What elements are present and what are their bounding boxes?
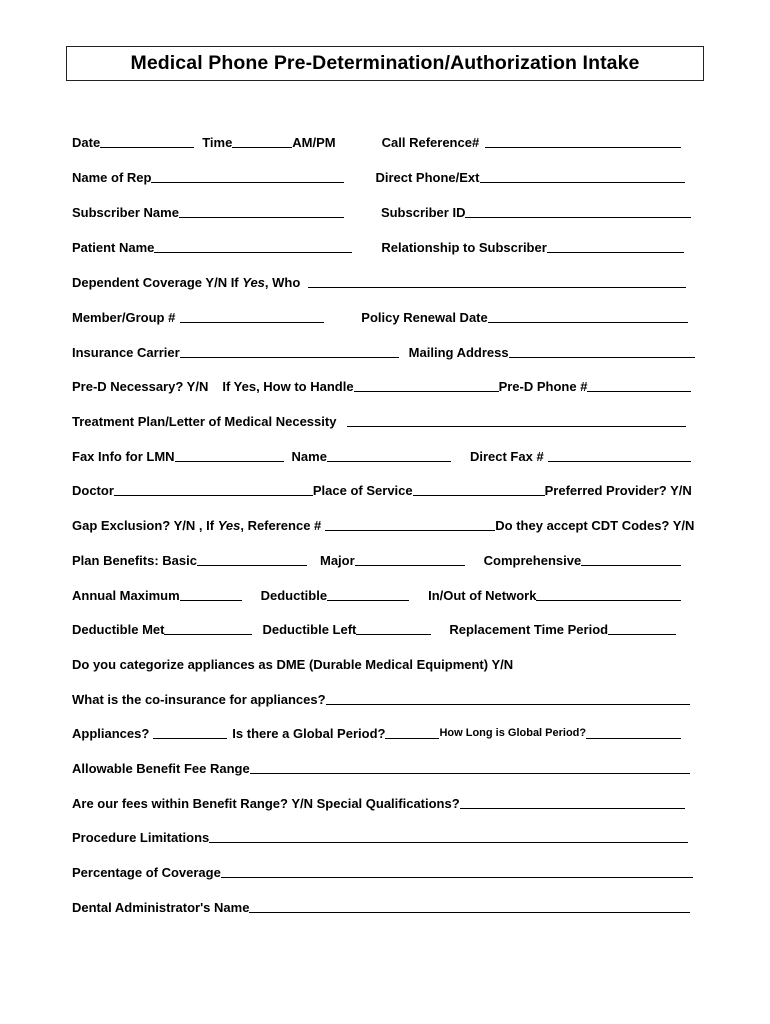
dependent-text-b: , Who xyxy=(264,275,301,290)
patient-name-field[interactable] xyxy=(154,239,352,253)
ampm-label: AM/PM xyxy=(292,135,336,150)
percentage-coverage-field[interactable] xyxy=(221,864,693,878)
pred-phone-field[interactable] xyxy=(587,378,691,392)
policy-renewal-label: Policy Renewal Date xyxy=(361,310,488,325)
member-group-label: Member/Group # xyxy=(72,310,176,325)
date-label: Date xyxy=(72,135,101,150)
deductible-left-label: Deductible Left xyxy=(262,622,357,637)
special-qualifications-field[interactable] xyxy=(460,795,685,809)
place-of-service-field[interactable] xyxy=(413,482,545,496)
pred-necessary-label: Pre-D Necessary? Y/N xyxy=(72,379,209,394)
deductible-left-field[interactable] xyxy=(356,621,431,635)
row-rep xyxy=(72,165,698,185)
replacement-period-field[interactable] xyxy=(608,621,676,635)
row-member xyxy=(72,305,698,325)
procedure-limitations-label: Procedure Limitations xyxy=(72,830,210,845)
row-gap xyxy=(72,513,698,533)
administrator-name-field[interactable] xyxy=(249,899,690,913)
global-period-label: Is there a Global Period? xyxy=(232,726,386,741)
row-appliances xyxy=(72,721,698,741)
replacement-period-label: Replacement Time Period xyxy=(449,622,609,637)
appliances-label: Appliances? xyxy=(72,726,150,741)
major-label: Major xyxy=(320,553,355,568)
call-reference-field[interactable] xyxy=(485,134,681,148)
deductible-field[interactable] xyxy=(327,587,409,601)
row-pred xyxy=(72,374,698,394)
row-dependent xyxy=(72,270,698,290)
treatment-plan-label: Treatment Plan/Letter of Medical Necessity xyxy=(72,414,337,429)
form-title: Medical Phone Pre-Determination/Authorization Intake xyxy=(130,52,640,74)
dependent-coverage-label xyxy=(72,275,300,290)
treatment-plan-field[interactable] xyxy=(347,413,686,427)
date-field[interactable] xyxy=(100,134,194,148)
subscriber-name-label: Subscriber Name xyxy=(72,205,179,220)
fax-name-field[interactable] xyxy=(327,448,451,462)
doctor-field[interactable] xyxy=(114,482,313,496)
row-percentage xyxy=(72,860,698,880)
appliances-field[interactable] xyxy=(153,725,227,739)
row-doctor xyxy=(72,478,698,498)
call-reference-label: Call Reference# xyxy=(381,135,480,150)
row-plan-benefits xyxy=(72,548,698,568)
preferred-provider-label: Preferred Provider? Y/N xyxy=(544,483,692,498)
how-long-global-label: How Long is Global Period? xyxy=(439,727,587,739)
comprehensive-label: Comprehensive xyxy=(483,553,582,568)
fax-name-label: Name xyxy=(291,449,327,464)
doctor-label: Doctor xyxy=(72,483,114,498)
time-field[interactable] xyxy=(232,134,292,148)
row-date-time xyxy=(72,130,698,150)
row-fees xyxy=(72,791,698,811)
member-group-field[interactable] xyxy=(180,309,324,323)
row-administrator xyxy=(72,895,698,915)
row-carrier xyxy=(72,340,698,360)
row-patient xyxy=(72,235,698,255)
network-label: In/Out of Network xyxy=(428,588,537,603)
pred-phone-label: Pre-D Phone # xyxy=(498,379,588,394)
subscriber-id-label: Subscriber ID xyxy=(380,205,466,220)
gap-exclusion-label xyxy=(72,518,321,533)
how-long-global-field[interactable] xyxy=(586,725,681,739)
deductible-met-field[interactable] xyxy=(164,621,252,635)
rep-name-label: Name of Rep xyxy=(72,170,152,185)
dependent-who-field[interactable] xyxy=(308,274,686,288)
direct-fax-label: Direct Fax # xyxy=(469,449,544,464)
direct-phone-field[interactable] xyxy=(480,169,685,183)
cdt-codes-label: Do they accept CDT Codes? Y/N xyxy=(495,518,695,533)
gap-text-yes: Yes xyxy=(217,518,241,533)
gap-reference-field[interactable] xyxy=(325,517,495,531)
dependent-text-yes: Yes xyxy=(242,275,265,290)
dme-label: Do you categorize appliances as DME (Durable Medical Equipment) Y/N xyxy=(72,657,514,672)
insurance-carrier-label: Insurance Carrier xyxy=(72,345,180,360)
rep-name-field[interactable] xyxy=(151,169,344,183)
global-period-field[interactable] xyxy=(385,725,439,739)
plan-benefits-basic-label: Plan Benefits: Basic xyxy=(72,553,197,568)
row-subscriber xyxy=(72,200,698,220)
direct-phone-label: Direct Phone/Ext xyxy=(375,170,480,185)
mailing-address-field[interactable] xyxy=(509,344,695,358)
allowable-fee-field[interactable] xyxy=(250,760,690,774)
major-field[interactable] xyxy=(355,552,465,566)
coinsurance-field[interactable] xyxy=(326,691,690,705)
row-procedure xyxy=(72,825,698,845)
insurance-carrier-field[interactable] xyxy=(180,344,399,358)
gap-text-a: Gap Exclusion? Y/N , If xyxy=(72,518,218,533)
relationship-field[interactable] xyxy=(547,239,684,253)
row-treatment xyxy=(72,409,698,429)
coinsurance-label: What is the co-insurance for appliances? xyxy=(72,692,326,707)
comprehensive-field[interactable] xyxy=(581,552,681,566)
row-dme xyxy=(72,652,698,672)
fax-lmn-field[interactable] xyxy=(175,448,284,462)
gap-text-b: , Reference # xyxy=(240,518,322,533)
network-field[interactable] xyxy=(536,587,681,601)
fax-lmn-label: Fax Info for LMN xyxy=(72,449,175,464)
row-fax xyxy=(72,444,698,464)
deductible-met-label: Deductible Met xyxy=(72,622,165,637)
how-to-handle-label: If Yes, How to Handle xyxy=(222,379,354,394)
form-title-box xyxy=(66,46,704,81)
annual-maximum-field[interactable] xyxy=(180,587,242,601)
basic-field[interactable] xyxy=(197,552,307,566)
direct-fax-field[interactable] xyxy=(548,448,691,462)
relationship-label: Relationship to Subscriber xyxy=(381,240,547,255)
row-annual xyxy=(72,583,698,603)
deductible-label: Deductible xyxy=(260,588,328,603)
how-to-handle-field[interactable] xyxy=(354,378,499,392)
percentage-coverage-label: Percentage of Coverage xyxy=(72,865,221,880)
allowable-fee-label: Allowable Benefit Fee Range xyxy=(72,761,250,776)
patient-name-label: Patient Name xyxy=(72,240,155,255)
procedure-limitations-field[interactable] xyxy=(209,829,688,843)
fees-range-label: Are our fees within Benefit Range? Y/N Special Qualifications? xyxy=(72,796,460,811)
subscriber-name-field[interactable] xyxy=(179,204,344,218)
row-coinsurance xyxy=(72,687,698,707)
time-label: Time xyxy=(202,135,233,150)
annual-maximum-label: Annual Maximum xyxy=(72,588,180,603)
policy-renewal-field[interactable] xyxy=(488,309,688,323)
subscriber-id-field[interactable] xyxy=(465,204,691,218)
row-allowable xyxy=(72,756,698,776)
administrator-name-label: Dental Administrator's Name xyxy=(72,900,250,915)
dependent-text-a: Dependent Coverage Y/N If xyxy=(72,275,243,290)
row-deductible xyxy=(72,617,698,637)
mailing-address-label: Mailing Address xyxy=(408,345,509,360)
place-of-service-label: Place of Service xyxy=(312,483,413,498)
